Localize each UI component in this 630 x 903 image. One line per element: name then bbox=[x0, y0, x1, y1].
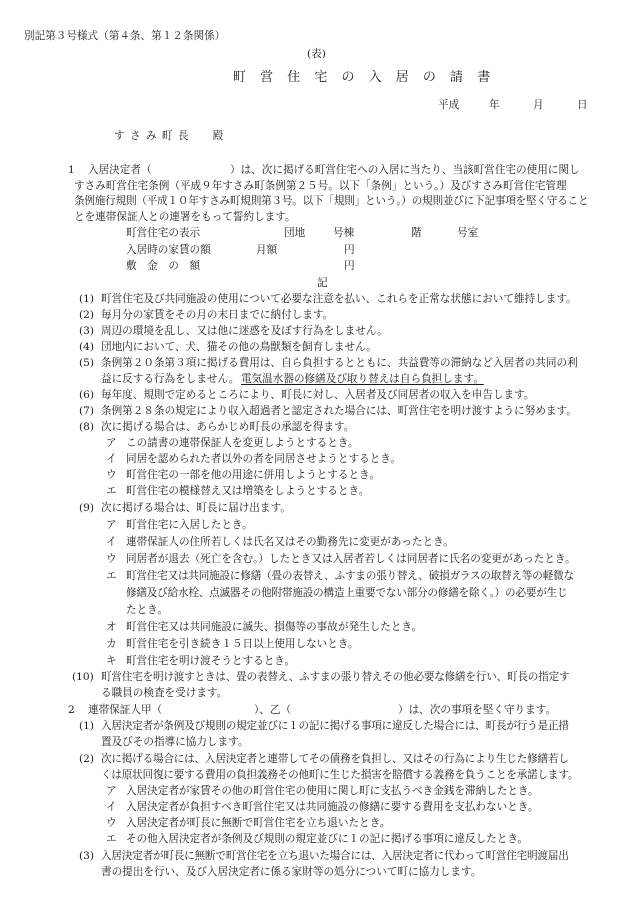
item-3-text: 周辺の環境を乱し、又は他に迷惑を及ぼす行為をしません。 bbox=[101, 325, 388, 337]
housing-gotou: 号棟 bbox=[333, 227, 355, 239]
date-year: 年 bbox=[489, 99, 500, 111]
item-10-text-line1: 町営住宅を明け渡すときは、畳の表替え、ふすまの張り替えその他必要な修繕を行い、町長の指定す bbox=[101, 671, 570, 683]
item-8-sub-u-text: 町営住宅の一部を他の用途に併用しようとするとき。 bbox=[126, 469, 380, 481]
item-5-text-line1: 条例第２０条第３項に掲げる費用は、自ら負担するとともに、共益費等の滞納など入居者の共同の利 bbox=[101, 357, 578, 369]
section-2-sub-i-kana: イ bbox=[106, 801, 117, 813]
item-9-text: 次に掲げる場合は、町長に届け出ます。 bbox=[101, 502, 291, 514]
item-6-number: (6) bbox=[79, 389, 95, 401]
item-6-text: 毎年度、規則で定めるところにより、町長に対し、入居者及び同居者の収入を申告します。 bbox=[101, 389, 535, 401]
addressee: す さ み 町 長 殿 bbox=[114, 130, 225, 142]
item-9-sub-o-text: 町営住宅又は共同施設に滅失、損傷等の事故が発生したとき。 bbox=[126, 621, 423, 633]
item-8-sub-e-kana: エ bbox=[106, 485, 117, 497]
section-2-number: 2 bbox=[68, 704, 75, 716]
item-8-sub-a-kana: ア bbox=[106, 437, 117, 449]
item-1-text: 町営住宅及び共同施設の使用について必要な注意を払い、これらを正常な状態において維持します。 bbox=[101, 293, 577, 305]
item-7-number: (7) bbox=[79, 405, 95, 417]
date-day: 日 bbox=[577, 99, 588, 111]
item-7-text: 条例第２８条の規定により収入超過者と認定された場合には、町営住宅を明け渡すように努めます。 bbox=[101, 405, 577, 417]
item-4-number: (4) bbox=[79, 341, 95, 353]
rent-yen: 円 bbox=[344, 244, 355, 256]
section-1-line4: とを連帯保証人との連署をもって誓約します。 bbox=[74, 211, 296, 223]
item-2-number: (2) bbox=[79, 309, 95, 321]
item-9-sub-a-kana: ア bbox=[106, 519, 117, 531]
item-9-sub-a-text: 町営住宅に入居したとき。 bbox=[126, 519, 253, 531]
item-8-text: 次に掲げる場合は、あらかじめ町長の承認を得ます。 bbox=[101, 421, 355, 433]
item-9-sub-e-text-line1: 町営住宅又は共同施設に修繕（畳の表替え、ふすまの張り替え、破損ガラスの取替え等の軽微な bbox=[126, 570, 574, 582]
section-1-line3: 条例施行規則（平成１０年すさみ町規則第３号。以下「規則」という。）の規則並びに下記事項を堅く守ること bbox=[74, 195, 589, 207]
item-9-number: (9) bbox=[79, 502, 95, 514]
section-2-sub-u-kana: ウ bbox=[106, 817, 117, 829]
item-9-sub-o-kana: オ bbox=[106, 621, 117, 633]
item-5-text-line2: 益に反する行為をしません。 bbox=[101, 373, 240, 385]
housing-kai: 階 bbox=[411, 227, 422, 239]
section-2-line1-end: ）は、次の事項を堅く守ります。 bbox=[398, 704, 557, 716]
item-8-sub-i-text: 同居を認められた者以外の者を同居させようとするとき。 bbox=[126, 453, 402, 465]
housing-danchi: 団地 bbox=[284, 227, 306, 239]
section-2-sub-i-text: 入居決定者が負担すべき町営住宅又は共同施設の修繕に要する費用を支払わないとき。 bbox=[126, 801, 539, 813]
item-5-underlined-text: 電気温水器の修繕及び取り替えは自ら負担します。 bbox=[241, 373, 484, 385]
item-9-sub-e-text-line2: 修繕及び給水栓、点滅器その他附帯施設の構造上重要でない部分の修繕を除く。）の必要が生じ bbox=[126, 587, 568, 599]
section-2-item-2-number: (2) bbox=[79, 753, 95, 765]
section-1-line1-end: ）は、次に掲げる町営住宅への入居に当たり、当該町営住宅の使用に関し bbox=[230, 164, 580, 176]
item-9-sub-ki-kana: キ bbox=[106, 655, 117, 667]
section-2-item-2-line2: くは原状回復に要する費用の負担義務その他町に生じた損害を賠償する義務を負うことを承諾します。 bbox=[101, 769, 579, 781]
section-2-item-3-number: (3) bbox=[79, 850, 95, 862]
section-2-sub-e-kana: エ bbox=[106, 833, 117, 845]
section-2-sub-u-text: 入居決定者が町長に無断で町営住宅を立ち退いたとき。 bbox=[126, 817, 391, 829]
item-3-number: (3) bbox=[79, 325, 95, 337]
section-2-guarantor-a: 連帯保証人甲（ bbox=[88, 704, 163, 716]
deposit-yen: 円 bbox=[344, 260, 355, 272]
item-5-number: (5) bbox=[79, 357, 95, 369]
item-9-sub-ka-text: 町営住宅を引き続き１５日以上使用しないとき。 bbox=[126, 638, 359, 650]
item-8-sub-a-text: この請書の連帯保証人を変更しようとするとき。 bbox=[126, 437, 359, 449]
date-era: 平成 bbox=[438, 99, 460, 111]
item-4-text: 団地内において、犬、猫その他の鳥獣類を飼育しません。 bbox=[101, 341, 377, 353]
housing-label: 町営住宅の表示 bbox=[126, 227, 201, 239]
item-2-text: 毎月分の家賃をその月の末日までに納付します。 bbox=[101, 309, 334, 321]
item-9-sub-u-kana: ウ bbox=[106, 553, 117, 565]
page-title: 町 営 住 宅 の 入 居 の 請 書 bbox=[233, 70, 496, 85]
item-9-sub-e-text-line3: たとき。 bbox=[126, 604, 168, 616]
item-9-sub-u-text: 同居者が退去（死亡を含む。）したとき又は入居者若しくは同居者に氏名の変更があったとき。 bbox=[126, 553, 576, 565]
item-9-sub-e-kana: エ bbox=[106, 570, 117, 582]
section-2-item-2-line1: 次に掲げる場合には、入居決定者と連帯してその債務を負担し、又はその行為により生じた修繕若し bbox=[101, 753, 569, 765]
deposit-label: 敷 金 の 額 bbox=[126, 260, 201, 272]
section-2-guarantor-b: ）、乙（ bbox=[254, 704, 292, 716]
ki-heading: 記 bbox=[317, 277, 328, 289]
item-10-number: (10) bbox=[72, 671, 94, 683]
item-9-sub-ka-kana: カ bbox=[106, 638, 117, 650]
item-1-number: (1) bbox=[79, 293, 95, 305]
form-label: 別記第３号様式（第４条、第１２条関係） bbox=[24, 30, 226, 42]
housing-goushitsu: 号室 bbox=[457, 227, 479, 239]
section-1-line2: すさみ町営住宅条例（平成９年すさみ町条例第２５号。以下「条例」という。）及びすさみ町営住宅管理 bbox=[74, 180, 567, 192]
rent-label: 入居時の家賃の額 bbox=[126, 244, 211, 256]
section-1-number: 1 bbox=[68, 164, 75, 176]
item-9-sub-i-kana: イ bbox=[106, 536, 117, 548]
item-9-sub-i-text: 連帯保証人の住所若しくは氏名又はその勤務先に変更があったとき。 bbox=[126, 536, 454, 548]
date-month: 月 bbox=[533, 99, 544, 111]
section-2-sub-e-text: その他入居決定者が条例及び規則の規定並びに１の記に掲げる事項に違反したとき。 bbox=[126, 833, 529, 845]
section-2-sub-a-text: 入居決定者が家賃その他の町営住宅の使用に関し町に支払うべき金銭を滞納したとき。 bbox=[126, 785, 539, 797]
item-9-sub-ki-text: 町営住宅を明け渡そうとするとき。 bbox=[126, 655, 296, 667]
item-8-sub-e-text: 町営住宅の模様替え又は増築をしようとするとき。 bbox=[126, 485, 370, 497]
rent-monthly: 月額 bbox=[256, 244, 278, 256]
section-1-line1-start: 入居決定者（ bbox=[88, 164, 152, 176]
omote-label: (表) bbox=[307, 48, 326, 60]
section-2-item-3-line2: 書の提出を行い、及び入居決定者に係る家財等の処分について町に協力します。 bbox=[101, 866, 482, 878]
section-2-item-1-number: (1) bbox=[79, 720, 95, 732]
section-2-sub-a-kana: ア bbox=[106, 785, 117, 797]
item-8-sub-i-kana: イ bbox=[106, 453, 117, 465]
item-8-sub-u-kana: ウ bbox=[106, 469, 117, 481]
section-2-item-3-line1: 入居決定者が町長に無断で町営住宅を立ち退いた場合には、入居決定者に代わって町営住宅明渡届出 bbox=[101, 850, 569, 862]
section-2-item-1-line2: 置及びその指導に協力します。 bbox=[101, 736, 249, 748]
item-8-number: (8) bbox=[79, 421, 95, 433]
section-2-item-1-line1: 入居決定者が条例及び規則の規定並びに１の記に掲げる事項に違反した場合には、町長が行う是正措 bbox=[101, 720, 569, 732]
item-10-text-line2: る職員の検査を受けます。 bbox=[101, 687, 228, 699]
